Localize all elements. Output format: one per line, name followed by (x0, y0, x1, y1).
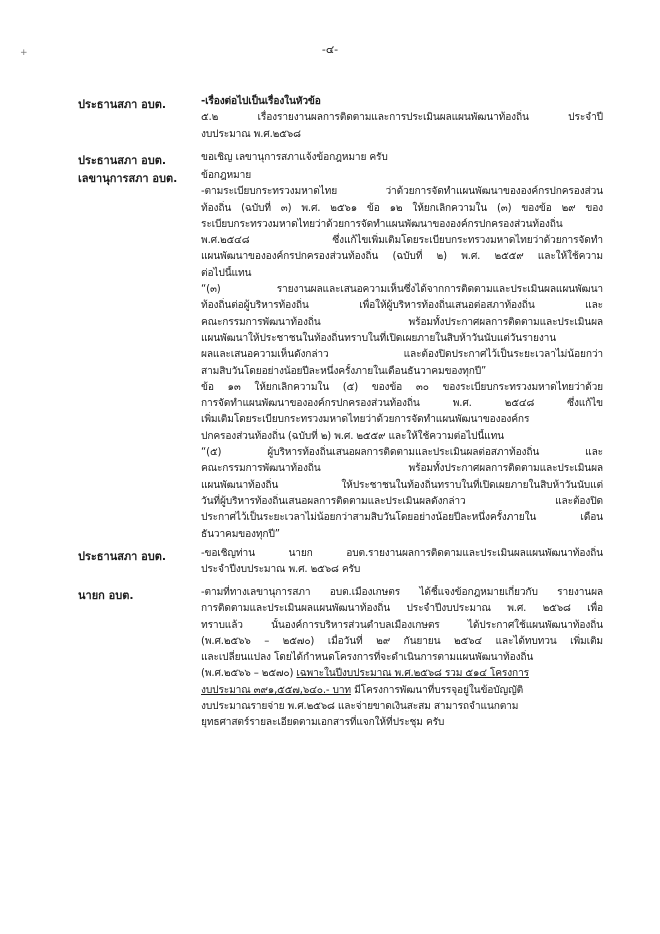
text-line: ประกาศไว้เป็นระยะเวลาไม่น้อยกว่าสามสิบวันโดยอย่างน้อยปีละหนึ่งครั้งภายใน เดือน (201, 512, 603, 524)
text-line: พ.ศ.๒๕๔๘ ซึ่งแก้ไขเพิ่มเติมโดยระเบียบกระทรวงมหาดไทยว่าด้วยการจัดทำ (201, 235, 603, 247)
text-line: สามสิบวันโดยอย่างน้อยปีละหนึ่งครั้งภายในเดือนธันวาคมของทุกปี” (201, 365, 487, 377)
speaker-label: เลขานุการสภา อบต. (78, 172, 178, 185)
page-number: -๔- (321, 43, 339, 56)
text-line: ข้อกฎหมาย (201, 170, 252, 181)
text-line: งบประมาณรายจ่าย พ.ศ.๒๕๖๘ และจ่ายขาดเงินสะสม สามารถจำแนกตาม (201, 701, 519, 713)
entry-text (201, 150, 603, 166)
text-line: -ตามระเบียบกระทรวงมหาดไทย ว่าด้วยการจัดทำแผนพัฒนาขององค์กรปกครองส่วน (201, 186, 603, 198)
text-line: แผนพัฒนาให้ประชาชนในท้องถิ่นทราบในที่เปิดเผยภายในสิบห้าวันนับแต่วันรายงาน (201, 332, 557, 344)
text-line: -ตามที่ทางเลขานุการสภา อบต.เมืองเกษตร ได้ชี้แจงข้อกฎหมายเกี่ยวกับ รายงานผล (201, 587, 603, 598)
text-line: แผนพัฒนาท้องถิ่น ให้ประชาชนในท้องถิ่นทราบในที่เปิดเผยภายในสิบห้าวันนับแต่ (201, 479, 603, 491)
text-line: ทราบแล้ว นั้นองค์การบริหารส่วนตำบลเมืองเกษตร ได้ประกาศใช้แผนพัฒนาท้องถิ่น (201, 619, 603, 631)
margin-mark: + (20, 48, 28, 58)
text-line: “(๕) ผู้บริหารท้องถิ่นเสนอผลการติดตามและประเมินผลต่อสภาท้องถิ่น และ (201, 447, 603, 459)
text-line: การติดตามและประเมินผลแผนพัฒนาท้องถิ่น ประจำปีงบประมาณ พ.ศ. ๒๕๖๘ เพื่อ (201, 603, 603, 615)
text-line: แผนพัฒนาขององค์กรปกครองส่วนท้องถิ่น (ฉบับที่ ๒) พ.ศ. ๒๕๕๙ และให้ใช้ความ (201, 251, 603, 263)
text-line: การจัดทำแผนพัฒนาขององค์กรปกครองส่วนท้องถิ่น พ.ศ. ๒๕๔๘ ซึ่งแก้ไข (201, 398, 603, 410)
text-line (201, 683, 603, 699)
text-line: ท้องถิ่นต่อผู้บริหารท้องถิ่น เพื่อให้ผู้บริหารท้องถิ่นเสนอต่อสภาท้องถิ่น และ (201, 300, 603, 312)
entry-text (201, 168, 603, 543)
line-suffix: มีโครงการพัฒนาที่บรรจุอยู่ในข้อบัญญัติ (350, 684, 524, 696)
text-line: ขอเชิญ เลขานุการสภาแจ้งข้อกฎหมาย ครับ (201, 152, 388, 163)
text-line: ๕.๒ เรื่องรายงานผลการติดตามและการประเมินผลแผนพัฒนาท้องถิ่น ประจำปี (201, 112, 603, 124)
entry-text (201, 585, 603, 732)
text-line: ธันวาคมของทุกปี” (201, 528, 280, 540)
text-line: ประจำปีงบประมาณ พ.ศ. ๒๕๖๘ ครับ (201, 564, 361, 576)
text-line: ท้องถิ่น (ฉบับที่ ๓) พ.ศ. ๒๕๖๑ ข้อ ๑๒ ให้ยกเลิกความใน (๓) ของข้อ ๒๙ ของ (201, 202, 603, 214)
text-line: คณะกรรมการพัฒนาท้องถิ่น พร้อมทั้งประกาศผลการติดตามและประเมินผล (201, 463, 603, 475)
text-line: วันที่ผู้บริหารท้องถิ่นเสนอผลการติดตามและประเมินผลดังกล่าว และต้องปิด (201, 495, 603, 507)
text-line: และเปลี่ยนแปลง โดยได้กำหนดโครงการที่จะดำเนินการตามแผนพัฒนาท้องถิ่น (201, 652, 534, 664)
line-prefix: (พ.ศ.๒๕๖๖ – ๒๕๗๐) (201, 668, 297, 680)
text-line: ผลและเสนอความเห็นดังกล่าว และต้องปิดประกาศไว้เป็นระยะเวลาไม่น้อยกว่า (201, 349, 603, 361)
text-line: (พ.ศ.๒๕๖๖ – ๒๕๗๐) เมื่อวันที่ ๒๙ กันยายน ๒๕๖๔ และได้ทบทวน เพิ่มเติม (201, 635, 603, 647)
text-line: ยุทธศาสตร์รายละเอียดตามเอกสารที่แจกให้ที่ประชุม ครับ (201, 717, 445, 729)
text-line: คณะกรรมการพัฒนาท้องถิ่น พร้อมทั้งประกาศผลการติดตามและประเมินผล (201, 316, 603, 328)
entry-text (201, 546, 603, 579)
text-line: เพิ่มเติมโดยระเบียบกระทรวงมหาดไทยว่าด้วยการจัดทำแผนพัฒนาขององค์กร (201, 414, 530, 426)
text-line: ปกครองส่วนท้องถิ่น (ฉบับที่ ๒) พ.ศ. ๒๕๕๙ และให้ใช้ความต่อไปนี้แทน (201, 430, 504, 442)
text-line: ข้อ ๑๓ ให้ยกเลิกความใน (๕) ของข้อ ๓๐ ของระเบียบกระทรวงมหาดไทยว่าด้วย (201, 381, 603, 393)
speaker-label: นายก อบต. (78, 589, 134, 602)
underlined-budget-amount: งบประมาณ ๓๙๑,๕๕๗,๖๔๐.- บาท (201, 684, 351, 696)
speaker-label: ประธานสภา อบต. (78, 98, 167, 111)
text-line: -ขอเชิญท่าน นายก อบต.รายงานผลการติดตามและประเมินผลแผนพัฒนาท้องถิ่น (201, 548, 603, 559)
text-line: ต่อไปนี้แทน (201, 267, 252, 279)
speaker-label: ประธานสภา อบต. (78, 550, 167, 563)
text-line: -เรื่องต่อไปเป็นเรื่องในหัวข้อ (201, 96, 321, 107)
text-line: ระเบียบกระทรวงมหาดไทยว่าด้วยการจัดทำแผนพัฒนาขององค์กรปกครองส่วนท้องถิ่น (201, 218, 563, 230)
text-line: งบประมาณ พ.ศ.๒๕๖๘ (201, 128, 301, 140)
speaker-label: ประธานสภา อบต. (78, 154, 167, 167)
text-line (201, 666, 603, 682)
underlined-budget-projects: เฉพาะในปีงบประมาณ พ.ศ.๒๕๖๘ รวม ๕๑๔ โครงการ (296, 668, 529, 680)
entry-text (201, 94, 603, 143)
text-line: “(๓) รายงานผลและเสนอความเห็นซึ่งได้จากการติดตามและประเมินผลแผนพัฒนา (201, 284, 603, 296)
